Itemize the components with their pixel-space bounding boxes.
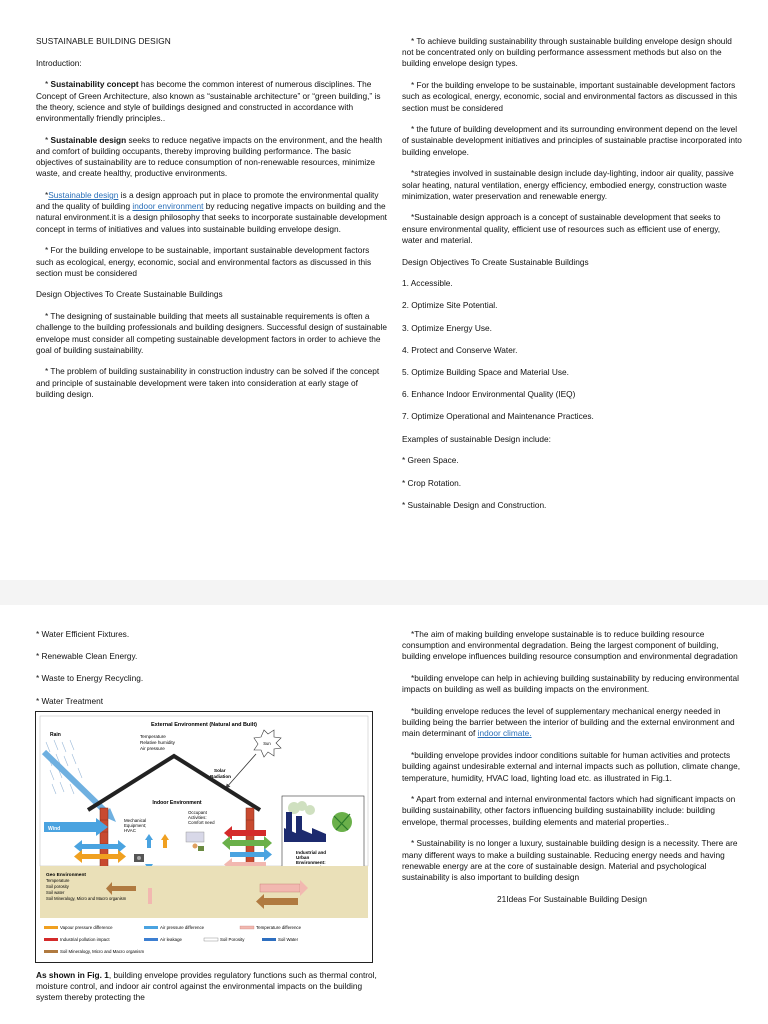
paragraph-designing-challenge: * The designing of sustainable building that meets all sustainable requirements is often a challenge to the building professionals and building designers. Successful design of sustainable envelope must consider all competing sustainable development factors in order to achieve the goal of building sustainability. bbox=[36, 311, 388, 355]
ideas-heading: 21Ideas For Sustainable Building Design bbox=[497, 893, 647, 904]
legend-label: Vapour pressure difference bbox=[60, 924, 113, 930]
humidity-label: Relative humidity bbox=[140, 739, 175, 745]
paragraph-sustainability-necessity: * Sustainability is no longer a luxury, sustainable building design is a necessity. There are many different ways to make a building sustainable. Reducing energy needs and having renewable energy are at the core of sustainable design. Material and psychological sustainability is also important to building design bbox=[402, 838, 738, 882]
solar-label: Solar bbox=[214, 767, 226, 773]
paragraph-design-approach bbox=[36, 190, 388, 235]
page2-right-column bbox=[402, 629, 742, 915]
geo-temperature-label: Temperature bbox=[46, 877, 70, 883]
indoor-environment-label: Indoor Environment bbox=[152, 799, 202, 806]
legend-swatch bbox=[44, 938, 58, 941]
industrial-label: Industrial and bbox=[296, 849, 327, 855]
bold-term: Sustainability concept bbox=[50, 79, 139, 90]
legend-swatch bbox=[204, 938, 218, 941]
air-pressure-label: Air pressure bbox=[140, 745, 165, 751]
page1-left-column bbox=[36, 36, 388, 411]
page2-left-column bbox=[36, 629, 388, 1014]
legend-label: Temperature difference bbox=[256, 924, 302, 930]
paragraph-design-approach-concept: *Sustainable design approach is a concept of sustainable development that seeks to ensure environmental quality, efficient use of resources such as efficient use of energy, water and material. bbox=[402, 212, 721, 245]
paragraph-strategies: *strategies involved in sustainable design include day-lighting, indoor air quality, passive solar heating, natural ventilation, energy efficiency, embodied energy, construction waste minimization, water preservation and renewable energy. bbox=[402, 168, 734, 201]
list-item: 6. Enhance Indoor Environmental Quality (IEQ) bbox=[402, 389, 576, 400]
document-page-2 bbox=[0, 605, 768, 1024]
objectives-list bbox=[402, 278, 742, 422]
list-item: * Crop Rotation. bbox=[402, 477, 462, 488]
figure-1-building-envelope-diagram bbox=[35, 711, 373, 963]
geo-environment-area bbox=[40, 866, 368, 918]
paragraph-envelope-factors-right: * For the building envelope to be sustainable, important sustainable development factors such as ecological, energy, economic, social and environmental factors as discussed in this section must be considered bbox=[402, 80, 738, 113]
figure-legend bbox=[44, 925, 302, 954]
indoor-environment-link[interactable]: indoor environment bbox=[132, 201, 204, 212]
sustainable-design-link[interactable]: Sustainable design bbox=[48, 190, 119, 201]
list-item: 1. Accessible. bbox=[402, 278, 453, 289]
list-item: 3. Optimize Energy Use. bbox=[402, 322, 492, 333]
external-environment-title: External Environment (Natural and Built) bbox=[150, 721, 258, 728]
list-item: * Sustainable Design and Construction. bbox=[402, 499, 547, 510]
figure-caption-paragraph bbox=[36, 970, 388, 1004]
geo-soil-porosity-label: Soil porosity bbox=[46, 883, 69, 889]
legend-label: Industrial pollution impact bbox=[60, 936, 110, 942]
list-item: * Water Treatment bbox=[36, 695, 104, 706]
page1-right-column bbox=[402, 36, 742, 522]
list-item: 7. Optimize Operational and Maintenance Practices. bbox=[402, 411, 594, 422]
hvac-label: HVAC bbox=[124, 827, 136, 833]
geo-environment-title: Geo Environment bbox=[46, 872, 86, 878]
paragraph-aim-envelope: *The aim of making building envelope sustainable is to reduce building resource consumption and environmental degradation. Being the largest component of building, building envelope influences building resource consumption and environmental degradation bbox=[402, 629, 738, 662]
list-item: * Waste to Energy Recycling. bbox=[36, 673, 144, 684]
radiation-label: Radiation bbox=[210, 773, 231, 779]
examples-list bbox=[402, 455, 742, 511]
indoor-climate-link[interactable]: indoor climate. bbox=[477, 728, 532, 739]
legend-label: Soil Mineralogy, Micro and Macro organism bbox=[60, 948, 145, 954]
legend-swatch bbox=[44, 926, 58, 929]
paragraph-text: is a design approach put in place to promote the environmental quality and the quality of building bbox=[36, 190, 379, 212]
legend-label: Soil Water bbox=[278, 936, 299, 942]
list-item: * Renewable Clean Energy. bbox=[36, 651, 138, 662]
legend-label: Air leakage bbox=[160, 936, 182, 942]
paragraph-envelope-conditions: *building envelope provides indoor conditions suitable for human activities and protects building against undesirable external and internal impacts such as pollution, climate change, temperature, humidity, HVAC load, lighting load etc. as illustrated in Fig.1. bbox=[402, 750, 741, 783]
urban-label: Urban bbox=[296, 854, 310, 860]
paragraph-other-factors: * Apart from external and internal environmental factors which had significant impacts on building sustainability, other factors influencing building sustainability include: building envelope, thermal processes, building elements and material properties.. bbox=[402, 794, 736, 827]
geo-soil-water-label: Soil water bbox=[46, 889, 65, 895]
list-item: 2. Optimize Site Potential. bbox=[402, 300, 498, 311]
paragraph-problem-solution: * The problem of building sustainability in construction industry can be solved if the concept and principle of sustainable development were taken into consideration at early stage of building design. bbox=[36, 366, 380, 399]
rain-label: Rain bbox=[50, 731, 61, 738]
list-item: * Water Efficient Fixtures. bbox=[36, 629, 130, 639]
activities-label: Activities: bbox=[188, 814, 207, 820]
legend-swatch bbox=[262, 938, 276, 941]
legend-swatch bbox=[240, 926, 254, 929]
figure-reference: As shown in Fig. 1 bbox=[36, 969, 109, 980]
examples-heading: Examples of sustainable Design include: bbox=[402, 433, 551, 444]
list-item: 5. Optimize Building Space and Material Use. bbox=[402, 367, 569, 378]
occupant-label: Occupant bbox=[188, 809, 207, 815]
legend-label: Air pressure difference bbox=[160, 924, 205, 930]
sun-label: Sun bbox=[263, 740, 271, 746]
introduction-heading: Introduction: bbox=[36, 57, 82, 68]
paragraph-sustainable-design bbox=[36, 135, 388, 180]
comfort-need-label: Comfort need bbox=[188, 819, 215, 825]
paragraph-text: *building envelope reduces the level of supplementary mechanical energy needed in building being the barrier between the interior of building and the external environment and main determinant of bbox=[402, 706, 735, 739]
examples-list-continued bbox=[36, 629, 388, 707]
objectives-heading-right: Design Objectives To Create Sustainable Buildings bbox=[402, 256, 589, 267]
environment-label: Environment: bbox=[296, 859, 326, 865]
bullet: * bbox=[45, 134, 51, 145]
mechanical-label: Mechanical bbox=[124, 817, 147, 823]
list-item: 4. Protect and Conserve Water. bbox=[402, 344, 518, 355]
paragraph-achieve-sustainability: * To achieve building sustainability through sustainable building envelope design should not be concentrated only on building performance assessment methods but also on the building envelope design types. bbox=[402, 36, 732, 69]
legend-swatch bbox=[44, 950, 58, 953]
document-title: SUSTAINABLE BUILDING DESIGN bbox=[36, 36, 171, 46]
paragraph-envelope-energy bbox=[402, 706, 742, 740]
equipment-label: Equipment; bbox=[124, 822, 147, 828]
bullet: * bbox=[45, 190, 49, 201]
paragraph-sustainability-concept bbox=[36, 79, 388, 124]
temperature-label: Temperature bbox=[140, 733, 166, 739]
legend-swatch bbox=[144, 926, 158, 929]
wind-label: Wind bbox=[48, 825, 61, 832]
paragraph-text: seeks to reduce negative impacts on the environment, and the health and comfort of building occupants, thereby improving building performance. The basic objectives of sustainability are to reduce consumption of non-renewable resources, minimize waste, and create healthy, productive environments. bbox=[36, 134, 383, 179]
paragraph-future-development: * the future of building development and its surrounding environment depend on the level of sustainable development initiatives and principles of sustainable practise incorporated into building envelope. bbox=[402, 124, 742, 157]
bold-term: Sustainable design bbox=[50, 134, 127, 145]
hvac-equipment-icon bbox=[134, 854, 144, 862]
bullet: * bbox=[45, 79, 51, 90]
geo-mineralogy-label: Soil Mineralogy, Micro and Macro organism bbox=[46, 895, 127, 901]
page-gap bbox=[0, 580, 768, 605]
paragraph-text: has become the common interest of numerous disciplines. The Concept of Green Architecture, also known as “sustainable architecture” or “green building,” is the theory, science and style of buildings designed and constructed in accordance with environmentally friendly principles.. bbox=[36, 79, 381, 124]
list-item: * Green Space. bbox=[402, 455, 459, 466]
objectives-heading: Design Objectives To Create Sustainable Buildings bbox=[36, 289, 223, 300]
paragraph-text: by reducing negative impacts on building and the natural environment.it is a design philosophy that seeks to incorporate sustainable development concept in terms of initiatives and values into sustainable building envelope design. bbox=[36, 201, 387, 234]
legend-swatch bbox=[144, 938, 158, 941]
building-envelope-svg bbox=[36, 712, 372, 962]
paragraph-envelope-sustainability: *building envelope can help in achieving building sustainability by reducing environmental impacts on building as well as building impacts on the environment. bbox=[402, 673, 739, 695]
legend-label: Soil Porosity bbox=[220, 936, 245, 942]
paragraph-text: , building envelope provides regulatory functions such as thermal control, moisture control, and indoor air control against the environmental impacts on the building system thereby protecting the bbox=[36, 969, 377, 1003]
paragraph-envelope-factors: * For the building envelope to be sustainable, important sustainable development factors such as ecological, energy, economic, social and environmental factors as discussed in this section must be considered bbox=[36, 245, 372, 278]
